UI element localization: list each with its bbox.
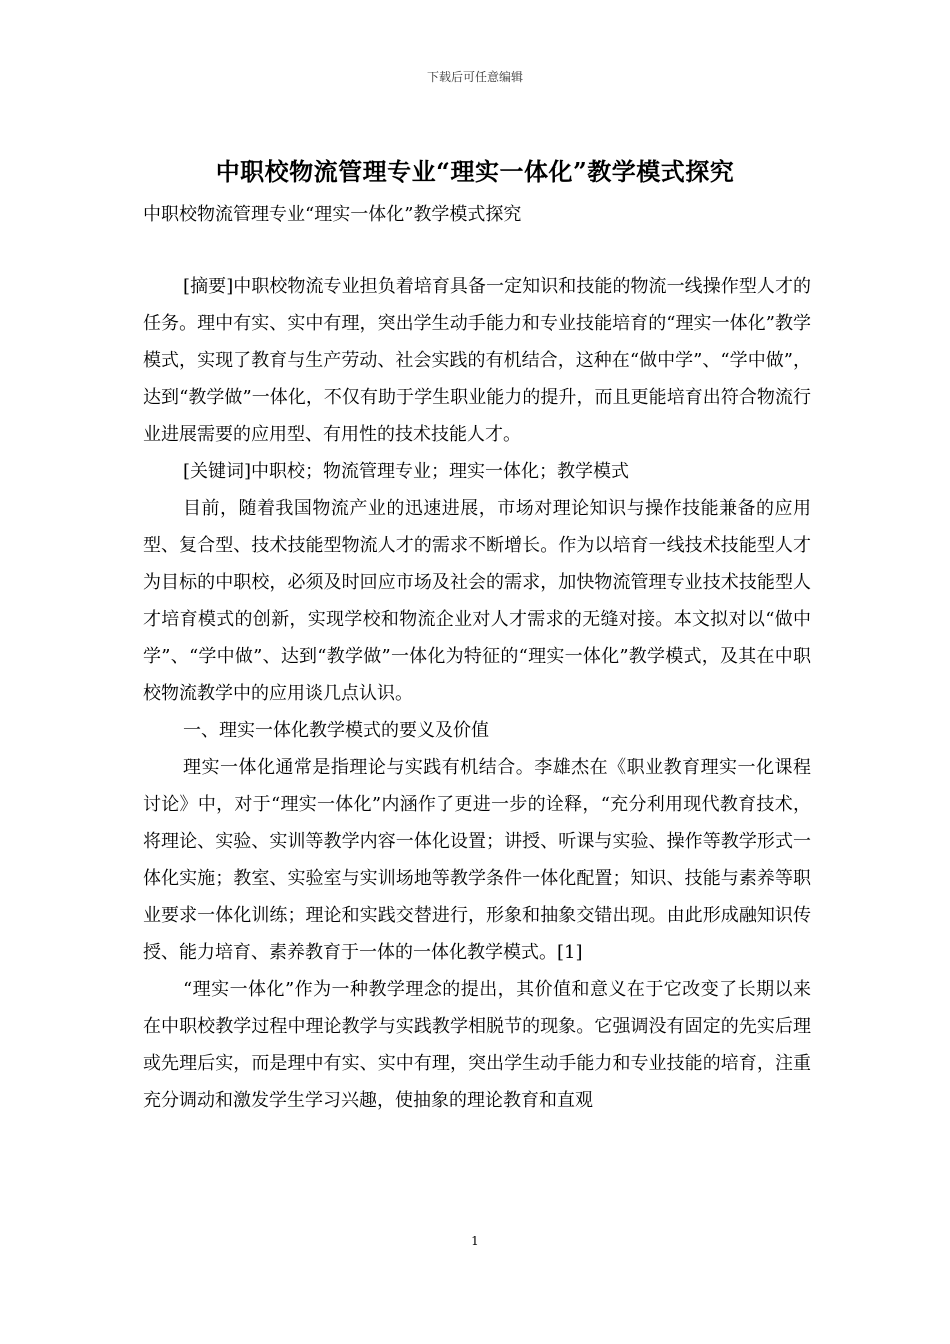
body-paragraph: 理实一体化通常是指理论与实践有机结合。李雄杰在《职业教育理实一化课程讨论》中，对于“理实一体化”内涵作了更进一步的诠释，“充分利用现代教育技术，将理论、实验、实训等教学内容一体化设置；讲授、听课与实验、操作等教学形式一体化实施；教室、实验室与实训场地等教学条件一体化配置；知识、技能与素养等职业要求一体化训练；理论和实践交替进行，形象和抽象交错出现。由此形成融知识传授、能力培育、素养教育于一体的一体化教学模式。[1]	[143, 757, 811, 963]
document-subtitle: 中职校物流管理专业“理实一体化”教学模式探究	[143, 204, 522, 225]
body-paragraph: 目前，随着我国物流产业的迅速进展，市场对理论知识与操作技能兼备的应用型、复合型、技术技能型物流人才的需求不断增长。作为以培育一线技术技能型人才为目标的中职校，必须及时回应市场及社会的需求，加快物流管理专业技术技能型人才培育模式的创新，实现学校和物流企业对人才需求的无缝对接。本文拟对以“做中学”、“学中做”、达到“教学做”一体化为特征的“理实一体化”教学模式，及其在中职校物流教学中的应用谈几点认识。	[143, 498, 811, 704]
body-paragraph: “理实一体化”作为一种教学理念的提出，其价值和意义在于它改变了长期以来在中职校教学过程中理论教学与实践教学相脱节的现象。它强调没有固定的先实后理或先理后实，而是理中有实、实中有理，突出学生动手能力和专业技能的培育，注重充分调动和激发学生学习兴趣，使抽象的理论教育和直观	[143, 979, 811, 1111]
keywords-paragraph: [关键词]中职校；物流管理专业；理实一体化；教学模式	[183, 461, 630, 482]
header-note: 下载后可任意编辑	[426, 70, 523, 84]
page-number: 1	[471, 1234, 479, 1248]
abstract-paragraph: [摘要]中职校物流专业担负着培育具备一定知识和技能的物流一线操作型人才的任务。理中有实、实中有理，突出学生动手能力和专业技能培育的“理实一体化”教学模式，实现了教育与生产劳动、社会实践的有机结合，这种在“做中学”、“学中做”，达到“教学做”一体化，不仅有助于学生职业能力的提升，而且更能培育出符合物流行业进展需要的应用型、有用性的技术技能人才。	[143, 276, 811, 445]
document-title: 中职校物流管理专业“理实一体化”教学模式探究	[215, 157, 735, 186]
document-body	[143, 268, 811, 1119]
section-heading: 一、理实一体化教学模式的要义及价值	[183, 720, 489, 741]
